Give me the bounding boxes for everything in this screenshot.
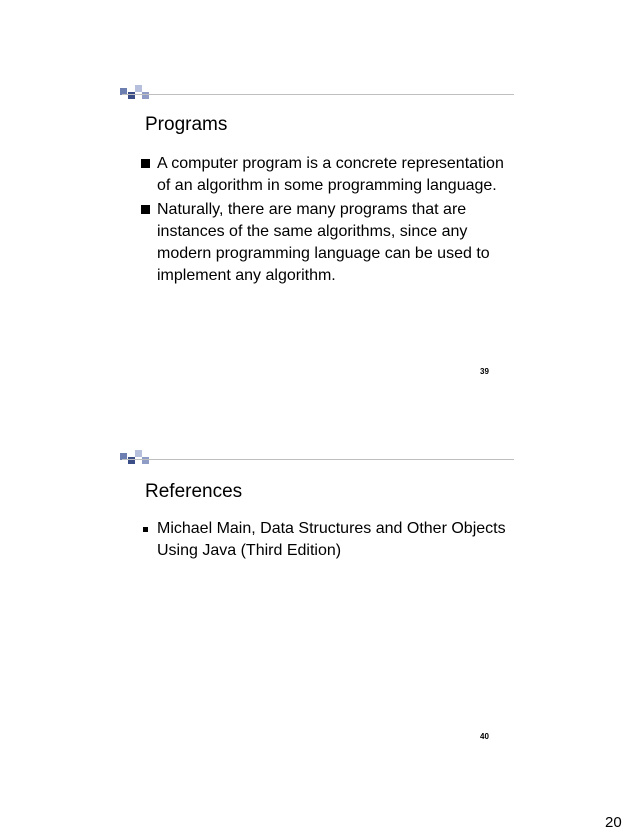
slide-title: Programs xyxy=(145,114,228,135)
slide-decoration-icon xyxy=(120,84,150,100)
header-rule xyxy=(122,94,514,95)
square-bullet-icon xyxy=(141,205,150,214)
bullet-list xyxy=(139,518,519,564)
slide-number: 40 xyxy=(480,732,489,741)
list-item xyxy=(139,518,519,562)
page-number: 20 xyxy=(605,814,622,831)
list-item xyxy=(139,153,519,197)
slide-number: 39 xyxy=(480,367,489,376)
header-rule xyxy=(122,459,514,460)
bullet-text: Naturally, there are many programs that are instances of the same algorithms, since any modern programming language can be used to implement any algorithm. xyxy=(157,201,490,284)
square-bullet-icon xyxy=(141,159,150,168)
list-item xyxy=(139,199,519,287)
bullet-text: Michael Main, Data Structures and Other Objects Using Java (Third Edition) xyxy=(157,520,506,559)
slide-references xyxy=(0,420,638,800)
slide-decoration-icon xyxy=(120,449,150,465)
bullet-list xyxy=(139,153,519,289)
slide-title: References xyxy=(145,481,243,502)
bullet-text: A computer program is a concrete representation of an algorithm in some programming language. xyxy=(157,155,504,194)
square-bullet-icon xyxy=(143,527,148,532)
